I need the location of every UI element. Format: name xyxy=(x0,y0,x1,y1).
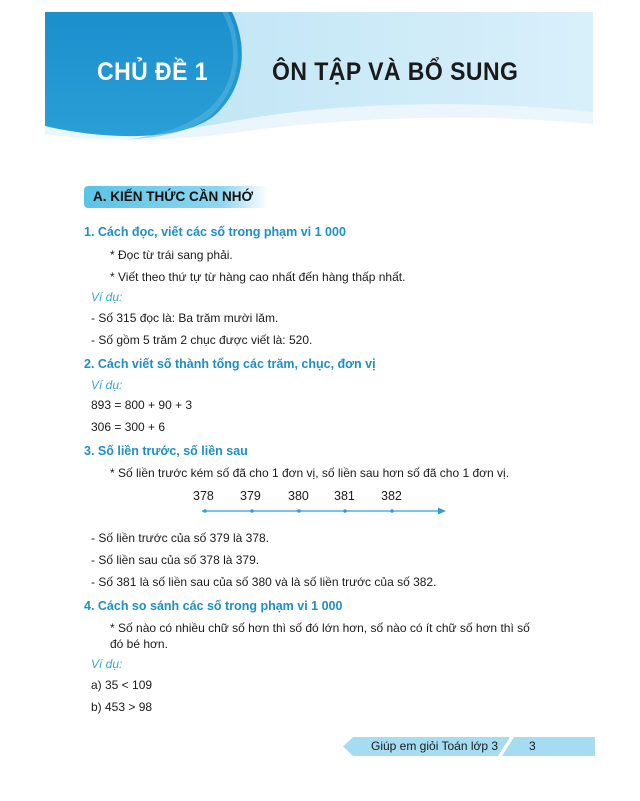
number-line-label: 382 xyxy=(381,489,402,503)
topic-4-heading: 4. Cách so sánh các số trong phạm vi 1 000 xyxy=(84,599,343,613)
section-tag xyxy=(84,186,268,208)
topic-1-heading: 1. Cách đọc, viết các số trong phạm vi 1 000 xyxy=(84,225,346,239)
topic-3-example-1: - Số liền trước của số 379 là 378. xyxy=(91,531,269,545)
topic-4-line-1a: * Số nào có nhiều chữ số hơn thì số đó lớn hơn, số nào có ít chữ số hơn thì số xyxy=(110,621,530,635)
number-line-label: 378 xyxy=(193,489,214,503)
topic-4-example-label: Ví dụ: xyxy=(91,657,123,671)
chapter-label: CHỦ ĐỀ 1 xyxy=(97,58,209,86)
section-label: A. KIẾN THỨC CẦN NHỚ xyxy=(93,189,253,204)
topic-2-example-label: Ví dụ: xyxy=(91,378,123,392)
chapter-header xyxy=(0,0,640,150)
topic-1-line-2: * Viết theo thứ tự từ hàng cao nhất đến hàng thấp nhất. xyxy=(110,270,406,284)
chapter-title: ÔN TẬP VÀ BỔ SUNG xyxy=(272,58,519,86)
topic-1-example-1: - Số 315 đọc là: Ba trăm mười lăm. xyxy=(91,311,279,325)
topic-3-example-3: - Số 381 là số liền sau của số 380 và là số liền trước của số 382. xyxy=(91,575,437,589)
topic-1-example-label: Ví dụ: xyxy=(91,290,123,304)
footer-book-title: Giúp em giỏi Toán lớp 3 xyxy=(371,739,499,753)
topic-4-line-1b: đó bé hơn. xyxy=(110,637,168,651)
number-line-label: 379 xyxy=(240,489,261,503)
topic-2-example-2: 306 = 300 + 6 xyxy=(91,420,166,434)
topic-4-example-1: a) 35 < 109 xyxy=(91,678,153,692)
topic-2-example-1: 893 = 800 + 90 + 3 xyxy=(91,398,193,412)
topic-1-example-2: - Số gồm 5 trăm 2 chục được viết là: 520. xyxy=(91,333,313,347)
topic-4-example-2: b) 453 > 98 xyxy=(91,700,153,714)
topic-3-example-2: - Số liền sau của số 378 là 379. xyxy=(91,553,260,567)
page-number: 3 xyxy=(529,739,536,753)
topic-1-line-1: * Đọc từ trái sang phải. xyxy=(110,248,233,262)
topic-2-heading: 2. Cách viết số thành tổng các trăm, chục, đơn vị xyxy=(84,357,376,371)
number-line-label: 380 xyxy=(288,489,309,503)
topic-3-line-1: * Số liền trước kém số đã cho 1 đơn vị, số liền sau hơn số đã cho 1 đơn vị. xyxy=(110,466,510,480)
number-line-label: 381 xyxy=(334,489,355,503)
topic-3-heading: 3. Số liền trước, số liền sau xyxy=(84,444,248,458)
